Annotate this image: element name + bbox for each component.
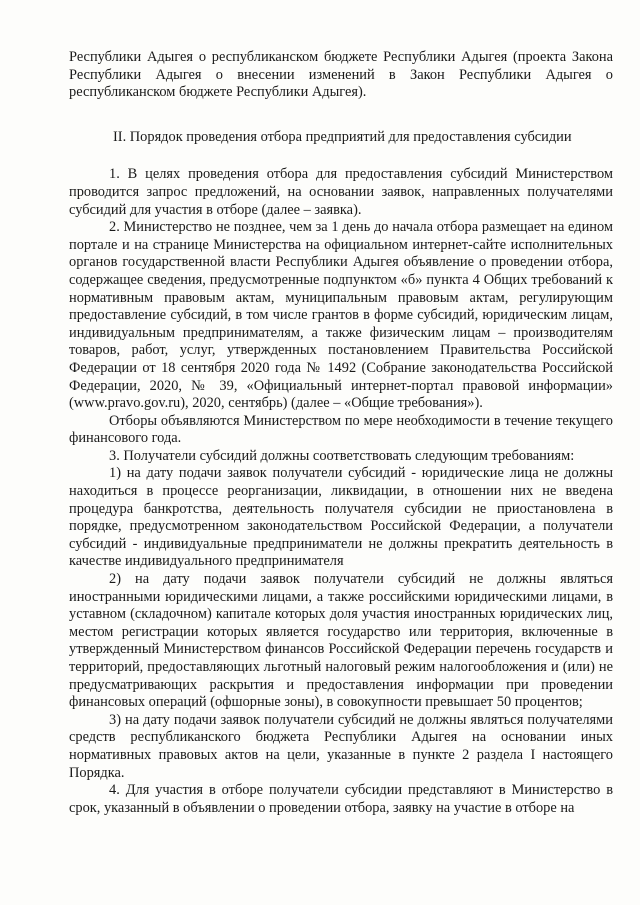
section-title: II. Порядок проведения отбора предприятий для предоставления субсидии bbox=[113, 128, 572, 145]
paragraph: 3) на дату подачи заявок получатели субсидий не должны являться получателями средств республиканского бюджета Республики Адыгея на основании иных нормативных правовых актов на цели, указанные в пункте 2 раздела I настоящего Порядка. bbox=[69, 711, 613, 781]
continuation-paragraph: Республики Адыгея о республиканском бюджете Республики Адыгея (проекта Закона Республики Адыгея о внесении изменений в Закон Республики Адыгея о республиканском бюджете Республики Адыгея). bbox=[69, 49, 613, 101]
paragraph: 2. Министерство не позднее, чем за 1 день до начала отбора размещает на едином портале и на странице Министерства на официальном интернет-сайте исполнительных органов государственной власти Республики Адыгея объявление о проведении отбора, содержащее сведения, предусмотренные подпунктом «б» пункта 4 Общих требований к нормативным правовым актам, муниципальным правовым актам, регулирующим предоставление субсидий, в том числе грантов в форме субсидий, юридическим лицам, индивидуальным предпринимателям, а также физическим лицам – производителям товаров, работ, услуг, утвержденных постановлением Правительства Российской Федерации от 18 сентября 2020 года № 1492 (Собрание законодательства Российской Федерации, 2020, № 39, «Официальный интернет-портал правовой информации» (www.pravo.gov.ru), 2020, сентябрь) (далее – «Общие требования»). bbox=[69, 219, 613, 412]
paragraph: Отборы объявляются Министерством по мере необходимости в течение текущего финансового года. bbox=[69, 412, 613, 447]
paragraph: 4. Для участия в отборе получатели субсидии представляют в Министерство в срок, указанный в объявлении о проведении отбора, заявку на участие в отборе на bbox=[69, 782, 613, 816]
paragraph: 1) на дату подачи заявок получатели субсидий - юридические лица не должны находиться в процессе реорганизации, ликвидации, в отношении них не введена процедура банкротства, деятельность получателя субсидии не приостановлена в порядке, предусмотренном законодательством Российской Федерации, а получатели субсидий - индивидуальные предприниматели не должны прекратить деятельность в качестве индивидуального предпринимателя bbox=[69, 465, 613, 570]
paragraph: 1. В целях проведения отбора для предоставления субсидий Министерством проводится запрос предложений, на основании заявок, направленных получателями субсидий для участия в отборе (далее – заявка). bbox=[69, 166, 613, 218]
paragraph: 2) на дату подачи заявок получатели субсидий не должны являться иностранными юридическими лицами, а также российскими юридическими лицами, в уставном (складочном) капитале которых доля участия иностранных юридических лиц, местом регистрации которых является государство или территория, включенные в утвержденный Министерством финансов Российской Федерации перечень государств и территорий, предоставляющих льготный налоговый режим налогообложения и (или) не предусматривающих раскрытия и предоставления информации при проведении финансовых операций (офшорные зоны), в совокупности превышает 50 процентов; bbox=[69, 571, 613, 711]
paragraph: 3. Получатели субсидий должны соответствовать следующим требованиям: bbox=[109, 447, 575, 464]
document-page bbox=[69, 49, 613, 817]
